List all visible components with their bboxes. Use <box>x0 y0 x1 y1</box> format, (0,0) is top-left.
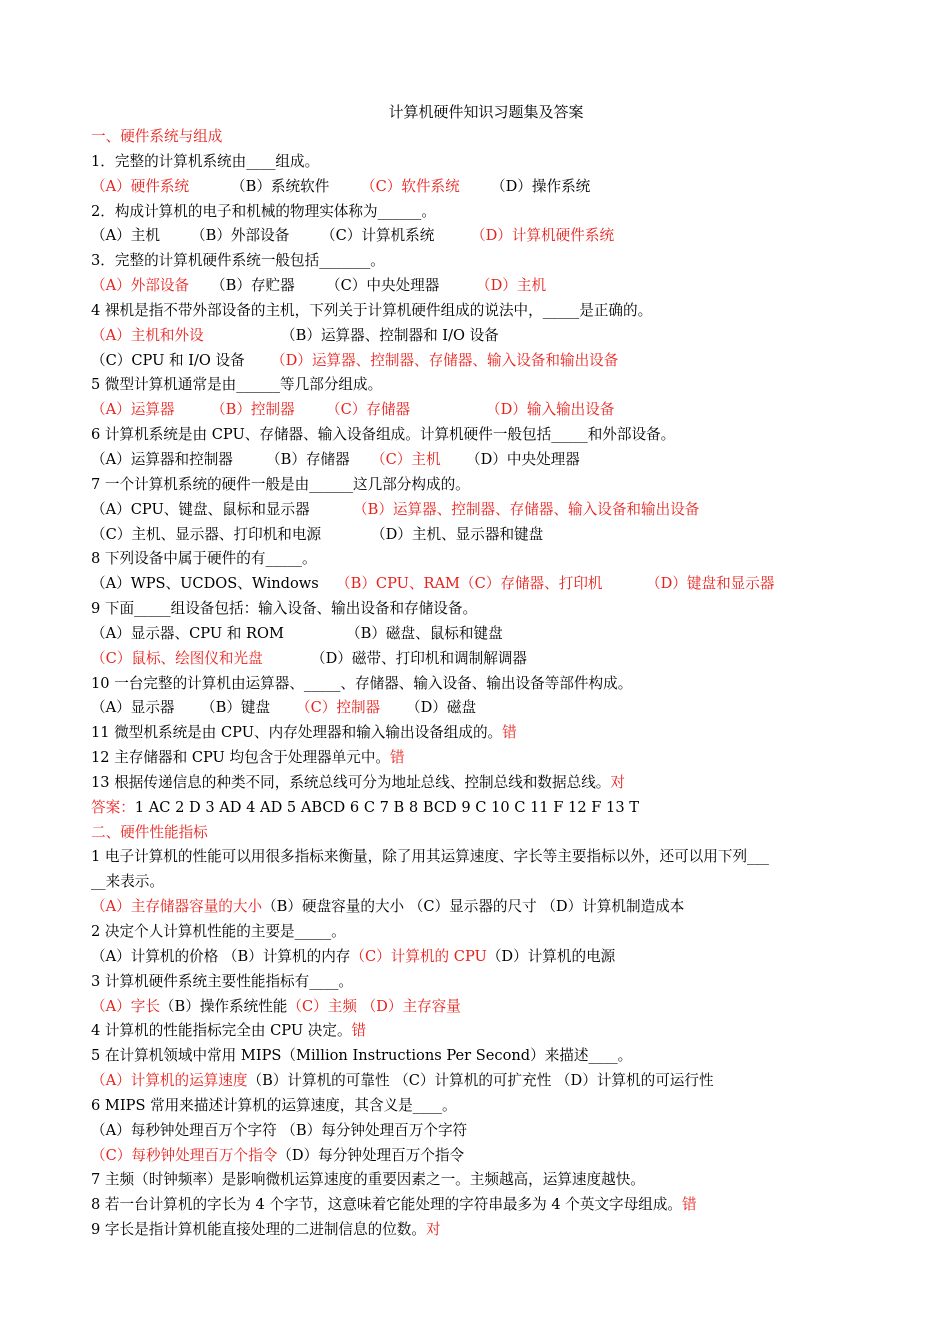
text-line <box>91 1044 871 1069</box>
text-line <box>91 696 871 721</box>
text-line <box>91 1094 871 1119</box>
text-line <box>91 349 871 374</box>
text-line <box>91 746 871 771</box>
answer-text: 对 <box>426 1221 441 1239</box>
text-line <box>91 224 871 249</box>
question-text: （D）中央处理器 <box>466 450 580 468</box>
text-line <box>91 1193 871 1218</box>
question-text: （C）计算机系统 <box>321 227 435 245</box>
text-line <box>91 423 871 448</box>
question-text: 2 决定个人计算机性能的主要是_____。 <box>91 923 346 940</box>
text-line <box>91 920 871 945</box>
question-text: 7 主频（时钟频率）是影响微机运算速度的重要因素之一。主频越高，运算速度越快。 <box>91 1171 645 1189</box>
question-text: （A）计算机的价格 （B）计算机的内存 <box>91 947 351 965</box>
question-text: 12 主存储器和 CPU 均包含于处理器单元中。 <box>91 749 391 767</box>
text-line <box>91 175 871 200</box>
question-text: （D）磁盘 <box>406 699 477 717</box>
question-text: （B）操作系统性能 <box>159 997 288 1015</box>
question-text: （A）运算器和控制器 <box>91 450 233 468</box>
question-text: 1 AC 2 D 3 AD 4 AD 5 ABCD 6 C 7 B 8 BCD 9 C 10 C 11 F 12 F 13 T <box>134 798 639 816</box>
question-text: 9 字长是指计算机能直接处理的二进制信息的位数。 <box>91 1221 426 1239</box>
text-line <box>91 249 871 274</box>
document-title: 计算机硬件知识习题集及答案 <box>388 103 584 121</box>
question-text: （B）磁盘、鼠标和键盘 <box>346 624 503 642</box>
question-text: 7 一个计算机系统的硬件一般是由______这几部分构成的。 <box>91 475 470 493</box>
text-line <box>91 622 871 647</box>
text-line <box>91 796 871 821</box>
question-text: 2．构成计算机的电子和机械的物理实体称为______。 <box>91 202 436 220</box>
question-text: （B）键盘 <box>201 699 271 717</box>
document-page <box>91 100 871 1243</box>
text-line <box>91 821 871 846</box>
question-text: __来表示。 <box>91 873 164 891</box>
question-text: （A）主机 <box>91 227 160 245</box>
text-line <box>91 945 871 970</box>
question-text: （B）系统软件 <box>231 177 330 195</box>
answer-text: （D）键盘和显示器 <box>646 575 775 593</box>
answer-text: （A）计算机的运算速度 <box>91 1072 248 1090</box>
answer-text: （C）主机 <box>371 450 441 468</box>
text-line <box>91 895 871 920</box>
text-line <box>91 150 871 175</box>
answer-text: 错 <box>502 724 517 742</box>
answer-text: （A）硬件系统 <box>91 177 190 195</box>
question-text: （A）WPS、UCDOS、Windows <box>91 575 319 593</box>
answer-text: （A）字长 <box>91 997 160 1015</box>
answer-text: （C）存储器 <box>326 401 411 419</box>
question-text: （D）主机、显示器和键盘 <box>371 525 544 543</box>
text-line <box>91 373 871 398</box>
answer-text: （A）主机和外设 <box>91 326 204 344</box>
question-text: （A）显示器、CPU 和 ROM <box>91 624 284 642</box>
text-line <box>91 299 871 324</box>
text-line <box>91 647 871 672</box>
text-line <box>91 547 871 572</box>
answer-text: （B）运算器、控制器、存储器、输入设备和输出设备 <box>353 500 700 518</box>
text-line <box>91 1119 871 1144</box>
text-line <box>91 1144 871 1169</box>
question-text: 6 MIPS 常用来描述计算机的运算速度，其含义是____。 <box>91 1096 457 1114</box>
answer-text: 二、硬件性能指标 <box>91 823 208 841</box>
text-line <box>91 572 871 597</box>
text-line <box>91 870 871 895</box>
text-line <box>91 200 871 225</box>
text-line <box>91 448 871 473</box>
question-text: 9 下面_____组设备包括：输入设备、输出设备和存储设备。 <box>91 600 478 618</box>
answer-text: （C）软件系统 <box>361 177 460 195</box>
answer-text: （B）CPU、RAM（C）存储器、打印机 <box>336 575 603 593</box>
answer-text: （C）每秒钟处理百万个指令 <box>91 1146 278 1164</box>
text-line <box>91 845 871 870</box>
text-line <box>91 771 871 796</box>
question-text: （A）显示器 <box>91 699 175 717</box>
question-text: （D）计算机的电源 <box>486 947 616 965</box>
answer-text: 错 <box>682 1196 697 1214</box>
question-text: 6 计算机系统是由 CPU、存储器、输入设备组成。计算机硬件一般包括_____和外部设备。 <box>91 426 676 444</box>
text-line <box>91 1019 871 1044</box>
answer-text: （C）主频 （D）主存容量 <box>287 997 461 1015</box>
answer-text: （D）计算机硬件系统 <box>471 227 615 245</box>
text-line <box>91 274 871 299</box>
question-text: 13 根据传递信息的种类不同，系统总线可分为地址总线、控制总线和数据总线。 <box>91 773 611 791</box>
question-text: 8 下列设备中属于硬件的有_____。 <box>91 550 317 568</box>
question-text: （D）磁带、打印机和调制解调器 <box>311 649 528 667</box>
question-text: 1 电子计算机的性能可以用很多指标来衡量，除了用其运算速度、字长等主要指标以外，还可以用下列___ <box>91 848 769 866</box>
question-text: （B）存贮器 <box>211 277 295 295</box>
answer-text: （C）控制器 <box>296 699 381 717</box>
answer-text: （D）运算器、控制器、存储器、输入设备和输出设备 <box>271 351 619 369</box>
answer-text: （C）计算机的 CPU <box>350 947 487 965</box>
text-line <box>91 1218 871 1243</box>
question-text: 1．完整的计算机系统由____组成。 <box>91 152 320 170</box>
text-line <box>91 1069 871 1094</box>
text-line <box>91 970 871 995</box>
question-text: 11 微型机系统是由 CPU、内存处理器和输入输出设备组成的。 <box>91 724 503 742</box>
question-text: 3．完整的计算机硬件系统一般包括_______。 <box>91 252 385 270</box>
answer-text: （D）输入输出设备 <box>486 401 615 419</box>
answer-text: （C）鼠标、绘图仪和光盘 <box>91 649 263 667</box>
question-text: 5 在计算机领域中常用 MIPS（Million Instructions Per Second）来描述____。 <box>91 1047 633 1065</box>
text-line <box>91 597 871 622</box>
document-body <box>91 125 871 1243</box>
question-text: （B）存储器 <box>266 450 350 468</box>
question-text: （C）主机、显示器、打印机和电源 <box>91 525 322 543</box>
answer-text: 答案： <box>91 798 135 816</box>
answer-text: 一、硬件系统与组成 <box>91 128 223 145</box>
question-text: （A）CPU、键盘、鼠标和显示器 <box>91 500 310 518</box>
text-line <box>91 324 871 349</box>
question-text: 4 计算机的性能指标完全由 CPU 决定。 <box>91 1022 352 1040</box>
text-line <box>91 523 871 548</box>
question-text: （D）操作系统 <box>491 177 591 195</box>
question-text: 5 微型计算机通常是由______等几部分组成。 <box>91 376 383 394</box>
text-line <box>91 473 871 498</box>
text-line <box>91 398 871 423</box>
question-text: 8 若一台计算机的字长为 4 个字节，这意味着它能处理的字符串最多为 4 个英文字母组成。 <box>91 1196 683 1214</box>
answer-text: 错 <box>390 749 405 767</box>
answer-text: （B）控制器 <box>211 401 295 419</box>
question-text: （D）每分钟处理百万个指令 <box>277 1146 465 1164</box>
text-line <box>91 995 871 1020</box>
text-line <box>91 125 871 150</box>
answer-text: （A）外部设备 <box>91 277 190 295</box>
question-text: （C）中央处理器 <box>326 277 440 295</box>
question-text: （B）运算器、控制器和 I/O 设备 <box>281 326 499 344</box>
question-text: （C）CPU 和 I/O 设备 <box>91 351 245 369</box>
answer-text: （D）主机 <box>476 277 547 295</box>
question-text: （A）每秒钟处理百万个字符 （B）每分钟处理百万个字符 <box>91 1121 468 1139</box>
text-line <box>91 721 871 746</box>
question-text: （B）计算机的可靠性 （C）计算机的可扩充性 （D）计算机的可运行性 <box>247 1072 714 1090</box>
question-text: （B）外部设备 <box>191 227 290 245</box>
text-line <box>91 1168 871 1193</box>
question-text: 10 一台完整的计算机由运算器、_____、存储器、输入设备、输出设备等部件构成。 <box>91 674 633 692</box>
answer-text: （A）运算器 <box>91 401 175 419</box>
text-line <box>91 672 871 697</box>
question-text: 3 计算机硬件系统主要性能指标有____。 <box>91 972 354 990</box>
text-line <box>91 498 871 523</box>
answer-text: 错 <box>351 1022 367 1040</box>
question-text: 4 裸机是指不带外部设备的主机，下列关于计算机硬件组成的说法中，_____是正确的。 <box>91 301 653 319</box>
answer-text: 对 <box>610 773 626 791</box>
question-text: （B）硬盘容量的大小 （C）显示器的尺寸 （D）计算机制造成本 <box>262 898 685 916</box>
answer-text: （A）主存储器容量的大小 <box>91 898 263 916</box>
